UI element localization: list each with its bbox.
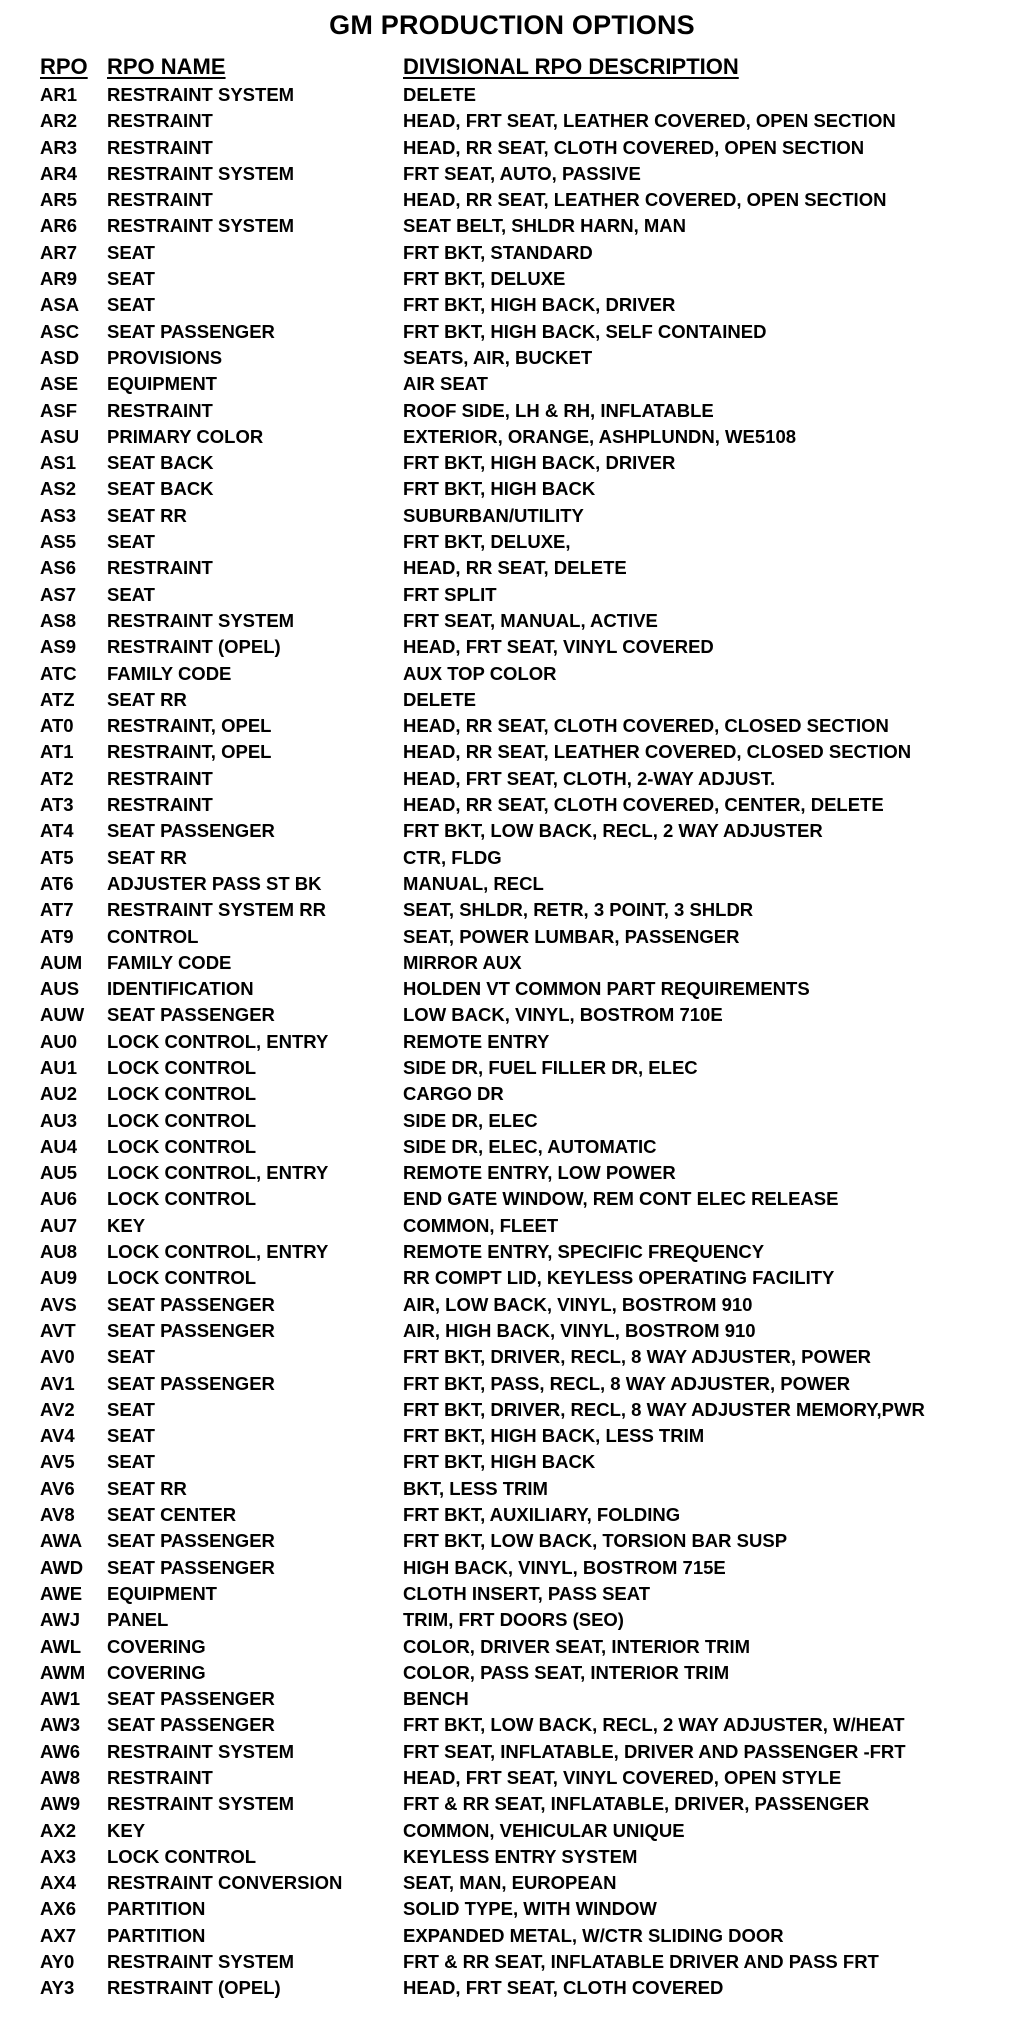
table-row xyxy=(40,1055,1003,1081)
table-row xyxy=(40,292,1003,318)
rpo-name-cell: RESTRAINT SYSTEM RR xyxy=(107,899,326,921)
rpo-description-cell: AUX TOP COLOR xyxy=(403,662,557,684)
table-row xyxy=(40,1108,1003,1134)
rpo-code-cell: ATC xyxy=(40,662,77,684)
table-row xyxy=(40,135,1003,161)
rpo-code-cell: AW3 xyxy=(40,1714,81,1736)
rpo-code-cell: AVS xyxy=(40,1293,77,1315)
table-row xyxy=(40,1896,1003,1922)
rpo-description-cell: SEAT, SHLDR, RETR, 3 POINT, 3 SHLDR xyxy=(403,899,754,921)
table-row xyxy=(40,1449,1003,1475)
rpo-name-cell: RESTRAINT SYSTEM xyxy=(107,84,295,105)
rpo-code-cell: ASU xyxy=(40,425,80,447)
rpo-code-cell: AW8 xyxy=(40,1767,81,1788)
table-row xyxy=(40,1029,1003,1055)
rpo-description-cell: COLOR, DRIVER SEAT, INTERIOR TRIM xyxy=(403,1635,751,1657)
rpo-name-cell: RESTRAINT SYSTEM xyxy=(107,1740,295,1762)
table-row xyxy=(40,1160,1003,1186)
rpo-description-cell: HEAD, FRT SEAT, LEATHER COVERED, OPEN SECTION xyxy=(403,110,896,132)
table-row xyxy=(40,1581,1003,1607)
table-row xyxy=(40,1528,1003,1554)
rpo-name-cell: RESTRAINT xyxy=(107,136,213,158)
table-row xyxy=(40,398,1003,424)
rpo-code-cell: AT9 xyxy=(40,925,74,947)
rpo-description-cell: CTR, FLDG xyxy=(403,846,502,868)
rpo-description-cell: CARGO DR xyxy=(403,1083,504,1105)
table-row xyxy=(40,1002,1003,1028)
rpo-code-cell: AW6 xyxy=(40,1740,81,1762)
rpo-description-cell: FRT SEAT, AUTO, PASSIVE xyxy=(403,162,641,184)
rpo-description-cell: HEAD, FRT SEAT, VINYL COVERED xyxy=(403,636,714,658)
rpo-code-cell: AWJ xyxy=(40,1609,81,1631)
rpo-name-cell: PROVISIONS xyxy=(107,346,223,368)
rpo-description-cell: FRT BKT, LOW BACK, TORSION BAR SUSP xyxy=(403,1530,788,1552)
table-row xyxy=(40,345,1003,371)
rpo-name-cell: PRIMARY COLOR xyxy=(107,425,264,447)
table-row xyxy=(40,1765,1003,1791)
rpo-name-cell: PARTITION xyxy=(107,1924,206,1946)
rpo-description-cell: FRT SEAT, INFLATABLE, DRIVER AND PASSENGER -FRT xyxy=(403,1740,906,1762)
rpo-name-cell: RESTRAINT, OPEL xyxy=(107,715,272,737)
rpo-name-cell: FAMILY CODE xyxy=(107,951,232,973)
rpo-name-cell: SEAT xyxy=(107,268,155,290)
rpo-description-cell: HEAD, RR SEAT, DELETE xyxy=(403,557,627,579)
rpo-code-cell: ASD xyxy=(40,346,80,368)
rpo-code-cell: AWM xyxy=(40,1661,86,1683)
rpo-code-cell: AR3 xyxy=(40,136,78,158)
rpo-name-cell: COVERING xyxy=(107,1661,206,1683)
rpo-name-cell: SEAT PASSENGER xyxy=(107,820,275,842)
rpo-name-cell: SEAT xyxy=(107,531,155,553)
rpo-name-cell: RESTRAINT xyxy=(107,189,213,211)
table-row xyxy=(40,371,1003,397)
rpo-name-cell: LOCK CONTROL xyxy=(107,1135,257,1157)
rpo-name-cell: COVERING xyxy=(107,1635,206,1657)
rpo-description-cell: FRT BKT, AUXILIARY, FOLDING xyxy=(403,1504,681,1526)
rpo-name-cell: SEAT xyxy=(107,1398,155,1420)
table-row xyxy=(40,266,1003,292)
table-row xyxy=(40,1791,1003,1817)
rpo-name-cell: ADJUSTER PASS ST BK xyxy=(107,872,322,894)
table-row xyxy=(40,161,1003,187)
rpo-description-cell: REMOTE ENTRY, LOW POWER xyxy=(403,1162,676,1184)
rpo-name-cell: RESTRAINT, OPEL xyxy=(107,741,272,763)
rpo-name-cell: SEAT PASSENGER xyxy=(107,1293,275,1315)
rpo-description-cell: MANUAL, RECL xyxy=(403,872,544,894)
table-row xyxy=(40,687,1003,713)
rpo-code-cell: AR4 xyxy=(40,162,78,184)
rpo-code-cell: AT2 xyxy=(40,767,74,789)
rpo-code-cell: AY3 xyxy=(40,1977,75,1999)
rpo-description-cell: FRT BKT, HIGH BACK, SELF CONTAINED xyxy=(403,320,767,342)
table-row xyxy=(40,1844,1003,1870)
rpo-code-cell: AX6 xyxy=(40,1898,76,1920)
rpo-name-cell: PANEL xyxy=(107,1609,169,1631)
rpo-description-cell: SEATS, AIR, BUCKET xyxy=(403,346,593,368)
rpo-name-cell: LOCK CONTROL xyxy=(107,1845,257,1867)
rpo-code-cell: AT0 xyxy=(40,715,74,737)
rpo-name-cell: RESTRAINT (OPEL) xyxy=(107,1977,281,1999)
rpo-code-cell: AWL xyxy=(40,1635,82,1657)
rpo-description-cell: FRT BKT, DELUXE, xyxy=(403,531,571,553)
rpo-description-cell: SIDE DR, ELEC, AUTOMATIC xyxy=(403,1135,657,1157)
column-header-rpo: RPO xyxy=(40,54,88,79)
table-row xyxy=(40,1318,1003,1344)
rpo-description-cell: COLOR, PASS SEAT, INTERIOR TRIM xyxy=(403,1661,730,1683)
rpo-code-cell: AU8 xyxy=(40,1241,78,1263)
rpo-code-cell: AU3 xyxy=(40,1109,78,1131)
rpo-code-cell: AT1 xyxy=(40,741,74,763)
rpo-code-cell: AU5 xyxy=(40,1162,78,1184)
rpo-code-cell: ASE xyxy=(40,373,79,395)
rpo-description-cell: FRT SEAT, MANUAL, ACTIVE xyxy=(403,609,658,631)
rpo-code-cell: AS9 xyxy=(40,636,76,658)
rpo-table xyxy=(40,52,1003,2002)
column-header-rpo-name: RPO NAME xyxy=(107,54,226,79)
table-row xyxy=(40,1949,1003,1975)
rpo-name-cell: SEAT xyxy=(107,1346,155,1368)
table-row xyxy=(40,240,1003,266)
page-title: GM PRODUCTION OPTIONS xyxy=(329,10,695,40)
rpo-description-cell: REMOTE ENTRY xyxy=(403,1030,550,1052)
rpo-code-cell: AW9 xyxy=(40,1793,81,1815)
rpo-code-cell: AU4 xyxy=(40,1135,78,1157)
rpo-description-cell: DELETE xyxy=(403,84,476,105)
rpo-description-cell: FRT BKT, DELUXE xyxy=(403,268,566,290)
rpo-name-cell: SEAT xyxy=(107,241,155,263)
rpo-name-cell: PARTITION xyxy=(107,1898,206,1920)
table-row xyxy=(40,82,1003,108)
rpo-name-cell: LOCK CONTROL, ENTRY xyxy=(107,1241,329,1263)
table-row xyxy=(40,1265,1003,1291)
rpo-description-cell: FRT BKT, HIGH BACK, DRIVER xyxy=(403,452,676,474)
table-row xyxy=(40,1292,1003,1318)
rpo-name-cell: SEAT xyxy=(107,1451,155,1473)
table-row xyxy=(40,1239,1003,1265)
rpo-description-cell: COMMON, VEHICULAR UNIQUE xyxy=(403,1819,685,1841)
table-row xyxy=(40,924,1003,950)
table-row xyxy=(40,424,1003,450)
rpo-code-cell: AT4 xyxy=(40,820,74,842)
table-row xyxy=(40,1186,1003,1212)
table-row xyxy=(40,661,1003,687)
rpo-description-cell: CLOTH INSERT, PASS SEAT xyxy=(403,1582,651,1604)
rpo-description-cell: FRT BKT, LOW BACK, RECL, 2 WAY ADJUSTER xyxy=(403,820,823,842)
rpo-name-cell: RESTRAINT SYSTEM xyxy=(107,1793,295,1815)
rpo-description-cell: SIDE DR, FUEL FILLER DR, ELEC xyxy=(403,1056,698,1078)
rpo-name-cell: LOCK CONTROL xyxy=(107,1056,257,1078)
rpo-name-cell: EQUIPMENT xyxy=(107,1582,217,1604)
table-row xyxy=(40,503,1003,529)
rpo-description-cell: HEAD, FRT SEAT, CLOTH, 2-WAY ADJUST. xyxy=(403,767,776,789)
rpo-name-cell: RESTRAINT xyxy=(107,399,213,421)
rpo-description-cell: FRT SPLIT xyxy=(403,583,497,605)
rpo-code-cell: AS6 xyxy=(40,557,76,579)
rpo-description-cell: FRT BKT, HIGH BACK xyxy=(403,478,596,500)
rpo-description-cell: SEAT BELT, SHLDR HARN, MAN xyxy=(403,215,686,237)
rpo-code-cell: AS3 xyxy=(40,504,76,526)
rpo-description-cell: END GATE WINDOW, REM CONT ELEC RELEASE xyxy=(403,1188,839,1210)
table-row xyxy=(40,1081,1003,1107)
rpo-description-cell: HIGH BACK, VINYL, BOSTROM 715E xyxy=(403,1556,726,1578)
rpo-name-cell: SEAT CENTER xyxy=(107,1504,237,1526)
rpo-name-cell: SEAT PASSENGER xyxy=(107,1372,275,1394)
rpo-name-cell: SEAT PASSENGER xyxy=(107,1319,275,1341)
rpo-description-cell: FRT BKT, DRIVER, RECL, 8 WAY ADJUSTER, POWER xyxy=(403,1346,872,1368)
rpo-description-cell: HEAD, RR SEAT, LEATHER COVERED, OPEN SECTION xyxy=(403,189,887,211)
table-row xyxy=(40,476,1003,502)
rpo-name-cell: LOCK CONTROL, ENTRY xyxy=(107,1030,329,1052)
rpo-description-cell: RR COMPT LID, KEYLESS OPERATING FACILITY xyxy=(403,1267,835,1289)
rpo-code-cell: AV2 xyxy=(40,1398,75,1420)
rpo-description-cell: LOW BACK, VINYL, BOSTROM 710E xyxy=(403,1004,723,1026)
rpo-name-cell: SEAT RR xyxy=(107,1477,187,1499)
table-row xyxy=(40,1975,1003,2001)
rpo-code-cell: AV5 xyxy=(40,1451,75,1473)
rpo-code-cell: AV6 xyxy=(40,1477,75,1499)
rpo-code-cell: AX4 xyxy=(40,1872,76,1894)
table-row xyxy=(40,1371,1003,1397)
rpo-code-cell: AX7 xyxy=(40,1924,76,1946)
rpo-description-cell: FRT BKT, HIGH BACK, LESS TRIM xyxy=(403,1425,705,1447)
rpo-code-cell: AU2 xyxy=(40,1083,78,1105)
rpo-code-cell: AY0 xyxy=(40,1951,75,1973)
table-row xyxy=(40,1213,1003,1239)
rpo-code-cell: AUW xyxy=(40,1004,85,1026)
rpo-code-cell: AT5 xyxy=(40,846,74,868)
rpo-code-cell: AV1 xyxy=(40,1372,75,1394)
table-row xyxy=(40,739,1003,765)
table-row xyxy=(40,1686,1003,1712)
rpo-code-cell: AT6 xyxy=(40,872,74,894)
rpo-name-cell: RESTRAINT SYSTEM xyxy=(107,215,295,237)
rpo-description-cell: SIDE DR, ELEC xyxy=(403,1109,538,1131)
table-row xyxy=(40,845,1003,871)
table-row xyxy=(40,871,1003,897)
rpo-description-cell: COMMON, FLEET xyxy=(403,1214,559,1236)
table-row xyxy=(40,555,1003,581)
rpo-name-cell: LOCK CONTROL xyxy=(107,1083,257,1105)
rpo-code-cell: AR2 xyxy=(40,110,78,132)
table-row xyxy=(40,792,1003,818)
rpo-description-cell: EXPANDED METAL, W/CTR SLIDING DOOR xyxy=(403,1924,784,1946)
rpo-name-cell: EQUIPMENT xyxy=(107,373,217,395)
rpo-name-cell: SEAT RR xyxy=(107,846,187,868)
rpo-description-cell: HEAD, RR SEAT, CLOTH COVERED, CENTER, DELETE xyxy=(403,794,884,816)
table-row xyxy=(40,608,1003,634)
rpo-name-cell: SEAT BACK xyxy=(107,478,214,500)
table-row xyxy=(40,1712,1003,1738)
rpo-description-cell: AIR, LOW BACK, VINYL, BOSTROM 910 xyxy=(403,1293,753,1315)
rpo-name-cell: LOCK CONTROL, ENTRY xyxy=(107,1162,329,1184)
rpo-description-cell: SEAT, MAN, EUROPEAN xyxy=(403,1872,617,1894)
rpo-description-cell: HEAD, RR SEAT, CLOTH COVERED, OPEN SECTION xyxy=(403,136,865,158)
rpo-code-cell: AR6 xyxy=(40,215,78,237)
table-row xyxy=(40,529,1003,555)
rpo-code-cell: AU9 xyxy=(40,1267,78,1289)
table-row xyxy=(40,766,1003,792)
rpo-code-cell: AWD xyxy=(40,1556,84,1578)
table-row xyxy=(40,1739,1003,1765)
rpo-description-cell: FRT BKT, STANDARD xyxy=(403,241,593,263)
rpo-code-cell: AU0 xyxy=(40,1030,78,1052)
rpo-name-cell: RESTRAINT CONVERSION xyxy=(107,1872,343,1894)
rpo-name-cell: RESTRAINT xyxy=(107,557,213,579)
rpo-description-cell: MIRROR AUX xyxy=(403,951,522,973)
rpo-name-cell: LOCK CONTROL xyxy=(107,1267,257,1289)
table-row xyxy=(40,950,1003,976)
rpo-code-cell: AT7 xyxy=(40,899,74,921)
rpo-name-cell: SEAT PASSENGER xyxy=(107,1714,275,1736)
rpo-code-cell: AWA xyxy=(40,1530,83,1552)
rpo-description-cell: TRIM, FRT DOORS (SEO) xyxy=(403,1609,624,1631)
rpo-name-cell: SEAT PASSENGER xyxy=(107,320,275,342)
table-row xyxy=(40,108,1003,134)
rpo-code-cell: AUM xyxy=(40,951,83,973)
rpo-code-cell: AV4 xyxy=(40,1425,75,1447)
rpo-code-cell: AV8 xyxy=(40,1504,75,1526)
rpo-name-cell: IDENTIFICATION xyxy=(107,978,254,1000)
rpo-description-cell: BKT, LESS TRIM xyxy=(403,1477,548,1499)
rpo-name-cell: RESTRAINT xyxy=(107,1767,213,1788)
rpo-name-cell: SEAT xyxy=(107,583,155,605)
rpo-code-cell: AR9 xyxy=(40,268,78,290)
rpo-name-cell: RESTRAINT xyxy=(107,767,213,789)
rpo-code-cell: AR5 xyxy=(40,189,78,211)
rpo-description-cell: FRT BKT, PASS, RECL, 8 WAY ADJUSTER, POWER xyxy=(403,1372,851,1394)
rpo-description-cell: ROOF SIDE, LH & RH, INFLATABLE xyxy=(403,399,714,421)
table-row xyxy=(40,1923,1003,1949)
rpo-code-cell: ASF xyxy=(40,399,77,421)
table-row xyxy=(40,1870,1003,1896)
rpo-description-cell: DELETE xyxy=(403,688,476,710)
rpo-code-cell: AWE xyxy=(40,1582,83,1604)
rpo-code-cell: ASC xyxy=(40,320,80,342)
rpo-description-cell: FRT BKT, HIGH BACK xyxy=(403,1451,596,1473)
rpo-code-cell: AU6 xyxy=(40,1188,78,1210)
rpo-description-cell: SUBURBAN/UTILITY xyxy=(403,504,584,526)
rpo-code-cell: AR7 xyxy=(40,241,78,263)
rpo-name-cell: FAMILY CODE xyxy=(107,662,232,684)
rpo-description-cell: FRT BKT, DRIVER, RECL, 8 WAY ADJUSTER MEMORY,PWR xyxy=(403,1398,925,1420)
rpo-name-cell: SEAT RR xyxy=(107,688,187,710)
rpo-name-cell: SEAT PASSENGER xyxy=(107,1530,275,1552)
rpo-description-cell: AIR SEAT xyxy=(403,373,488,395)
rpo-description-cell: FRT & RR SEAT, INFLATABLE DRIVER AND PASS FRT xyxy=(403,1951,879,1973)
table-row xyxy=(40,1502,1003,1528)
rpo-name-cell: SEAT PASSENGER xyxy=(107,1688,275,1710)
table-header-row xyxy=(40,52,1003,82)
table-row xyxy=(40,1397,1003,1423)
table-row xyxy=(40,450,1003,476)
rpo-name-cell: RESTRAINT xyxy=(107,794,213,816)
rpo-description-cell: EXTERIOR, ORANGE, ASHPLUNDN, WE5108 xyxy=(403,425,797,447)
table-row xyxy=(40,818,1003,844)
rpo-code-cell: AS8 xyxy=(40,609,76,631)
rpo-name-cell: RESTRAINT xyxy=(107,110,213,132)
table-row xyxy=(40,1476,1003,1502)
rpo-name-cell: RESTRAINT SYSTEM xyxy=(107,609,295,631)
rpo-description-cell: BENCH xyxy=(403,1688,469,1710)
table-row xyxy=(40,634,1003,660)
rpo-name-cell: LOCK CONTROL xyxy=(107,1109,257,1131)
rpo-code-cell: AUS xyxy=(40,978,80,1000)
rpo-name-cell: LOCK CONTROL xyxy=(107,1188,257,1210)
rpo-description-cell: SEAT, POWER LUMBAR, PASSENGER xyxy=(403,925,740,947)
rpo-description-cell: HEAD, RR SEAT, LEATHER COVERED, CLOSED SECTION xyxy=(403,741,912,763)
table-row xyxy=(40,1818,1003,1844)
table-row xyxy=(40,1634,1003,1660)
table-row xyxy=(40,1607,1003,1633)
rpo-name-cell: SEAT RR xyxy=(107,504,187,526)
table-row xyxy=(40,976,1003,1002)
rpo-code-cell: AS2 xyxy=(40,478,76,500)
table-body xyxy=(40,82,1003,2002)
rpo-name-cell: RESTRAINT (OPEL) xyxy=(107,636,281,658)
table-row xyxy=(40,1344,1003,1370)
table-row xyxy=(40,1660,1003,1686)
table-row xyxy=(40,897,1003,923)
rpo-code-cell: AS5 xyxy=(40,531,76,553)
rpo-code-cell: AR1 xyxy=(40,84,78,105)
rpo-description-cell: HOLDEN VT COMMON PART REQUIREMENTS xyxy=(403,978,810,1000)
rpo-code-cell: AX2 xyxy=(40,1819,76,1841)
rpo-name-cell: RESTRAINT SYSTEM xyxy=(107,162,295,184)
rpo-description-cell: HEAD, FRT SEAT, CLOTH COVERED xyxy=(403,1977,724,1999)
rpo-description-cell: KEYLESS ENTRY SYSTEM xyxy=(403,1845,638,1867)
rpo-description-cell: FRT BKT, LOW BACK, RECL, 2 WAY ADJUSTER, W/HEAT xyxy=(403,1714,905,1736)
rpo-code-cell: AS7 xyxy=(40,583,76,605)
rpo-name-cell: SEAT BACK xyxy=(107,452,214,474)
rpo-name-cell: SEAT xyxy=(107,294,155,316)
rpo-code-cell: AT3 xyxy=(40,794,74,816)
rpo-code-cell: AVT xyxy=(40,1319,76,1341)
rpo-code-cell: AV0 xyxy=(40,1346,75,1368)
rpo-name-cell: SEAT PASSENGER xyxy=(107,1556,275,1578)
rpo-description-cell: HEAD, FRT SEAT, VINYL COVERED, OPEN STYLE xyxy=(403,1767,842,1788)
table-row xyxy=(40,1423,1003,1449)
rpo-description-cell: FRT BKT, HIGH BACK, DRIVER xyxy=(403,294,676,316)
table-row xyxy=(40,1134,1003,1160)
rpo-name-cell: CONTROL xyxy=(107,925,199,947)
rpo-code-cell: ASA xyxy=(40,294,80,316)
rpo-code-cell: AS1 xyxy=(40,452,76,474)
rpo-code-cell: AX3 xyxy=(40,1845,76,1867)
table-row xyxy=(40,1555,1003,1581)
table-row xyxy=(40,713,1003,739)
rpo-description-cell: AIR, HIGH BACK, VINYL, BOSTROM 910 xyxy=(403,1319,756,1341)
rpo-name-cell: KEY xyxy=(107,1819,146,1841)
table-row xyxy=(40,582,1003,608)
column-header-description: DIVISIONAL RPO DESCRIPTION xyxy=(403,54,739,79)
rpo-code-cell: AU7 xyxy=(40,1214,78,1236)
table-row xyxy=(40,187,1003,213)
rpo-code-cell: AW1 xyxy=(40,1688,81,1710)
rpo-description-cell: FRT & RR SEAT, INFLATABLE, DRIVER, PASSENGER xyxy=(403,1793,870,1815)
rpo-code-cell: AU1 xyxy=(40,1056,78,1078)
rpo-description-cell: SOLID TYPE, WITH WINDOW xyxy=(403,1898,657,1920)
rpo-name-cell: SEAT xyxy=(107,1425,155,1447)
rpo-name-cell: SEAT PASSENGER xyxy=(107,1004,275,1026)
rpo-name-cell: KEY xyxy=(107,1214,146,1236)
table-row xyxy=(40,213,1003,239)
rpo-description-cell: REMOTE ENTRY, SPECIFIC FREQUENCY xyxy=(403,1241,765,1263)
rpo-description-cell: HEAD, RR SEAT, CLOTH COVERED, CLOSED SECTION xyxy=(403,715,889,737)
rpo-name-cell: RESTRAINT SYSTEM xyxy=(107,1951,295,1973)
rpo-code-cell: ATZ xyxy=(40,688,75,710)
table-row xyxy=(40,319,1003,345)
